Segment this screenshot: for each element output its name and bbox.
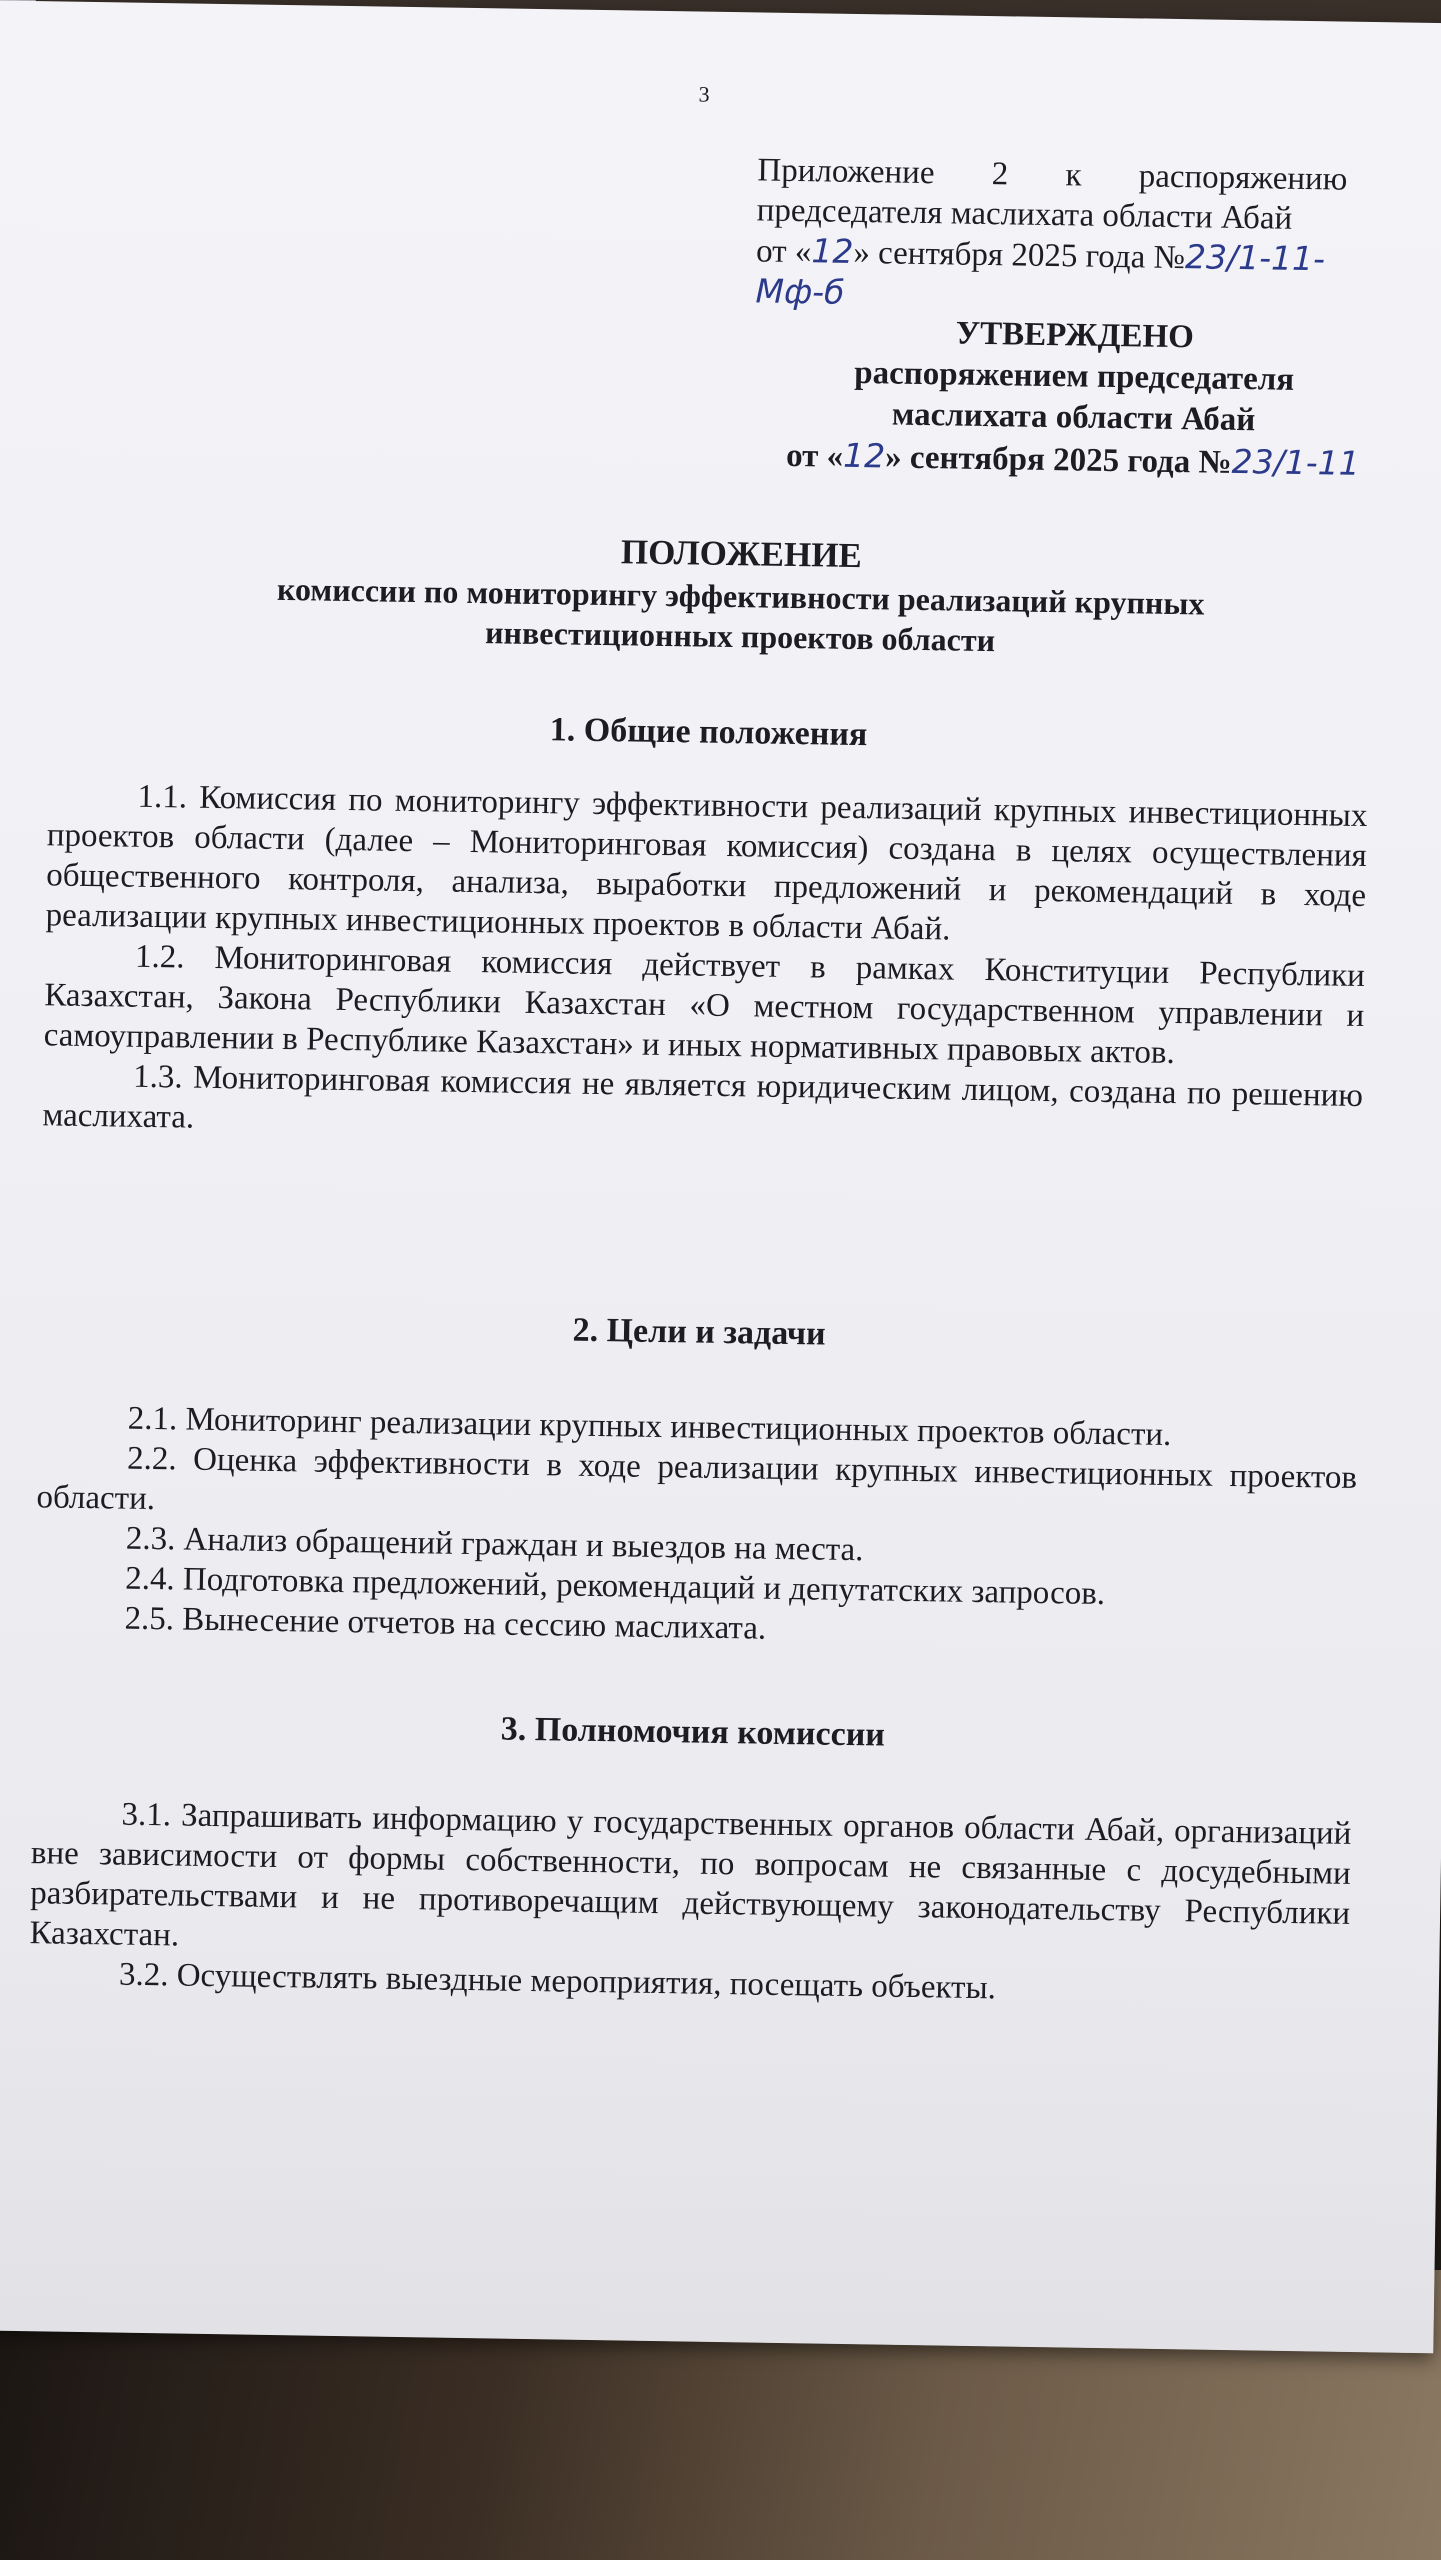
paragraph-1-1: 1.1. Комиссия по мониторингу эффективности реализаций крупных инвестиционных проектов области (далее – Мониторинговая комиссия) создана в целях осуществления общественного контроля, анализа, выработки предложений и рекомендаций в ходе реализации крупных инвестиционных проектов в области Абай. <box>45 778 1368 948</box>
approved-line-2: распоряжением председателя <box>854 354 1295 398</box>
paragraph-1-2: 1.2. Мониторинговая комиссия действует в рамках Конституции Республики Казахстан, Закона Республики Казахстан «О местном государственном управлении и самоуправлении в Республике Казахстан» и иных нормативных правовых актов. <box>43 938 1366 1072</box>
goal-item: 2.1. Мониторинг реализации крупных инвестиционных проектов области. <box>127 1400 1172 1454</box>
goal-item: 2.2. Оценка эффективности в ходе реализации крупных инвестиционных проектов области. <box>36 1440 1358 1518</box>
appendix-line-1: Приложение 2 к распоряжению <box>757 152 1348 198</box>
handwritten-day: 12 <box>842 435 886 476</box>
section-general <box>42 701 1369 1156</box>
goal-item: 2.4. Подготовка предложений, рекомендаций и депутатских запросов. <box>124 1560 1106 1613</box>
section-2-heading: 2. Цели и задачи <box>572 1311 826 1353</box>
handwritten-day: 12 <box>811 231 854 271</box>
title-main: ПОЛОЖЕНИЕ <box>620 532 863 576</box>
approved-line-4: от «12» сентября 2025 года №23/1-11 <box>785 435 1361 483</box>
handwritten-number: 23/1-11 <box>1231 441 1361 483</box>
paragraph-3-2: 3.2. Осуществлять выездные мероприятия, посещать объекты. <box>118 1956 997 2007</box>
paragraph-3-1: 3.1. Запрашивать информацию у государственных органов области Абай, организаций вне зависимости от формы собственности, по вопросам не связанные с досудебными разбирательствами и не противоречащим действующему законодательству Республики Казахстан. <box>29 1796 1352 1954</box>
approval-stamp-block <box>783 311 1366 486</box>
page-number: 3 <box>698 81 710 107</box>
appendix-line-2: председателя маслихата области Абай <box>756 192 1293 237</box>
approved-line-3: маслихата области Абай <box>891 396 1256 439</box>
title-sub-2: инвестиционных проектов области <box>484 614 996 659</box>
section-powers <box>29 1701 1353 2014</box>
section-3-heading: 3. Полномочия комиссии <box>500 1710 886 1754</box>
document-title <box>100 522 1382 666</box>
handwritten-number: 23/1-11-Мф-б <box>755 237 1326 312</box>
goal-item: 2.3. Анализ обращений граждан и выездов на места. <box>125 1520 864 1569</box>
appendix-line-3: от «12» сентября 2025 года №23/1-11-Мф-б <box>755 231 1326 312</box>
title-sub-1: комиссии по мониторингу эффективности реализаций крупных <box>276 570 1205 622</box>
approved-heading: УТВЕРЖДЕНО <box>955 315 1195 356</box>
appendix-reference <box>755 150 1347 321</box>
goal-item: 2.5. Вынесение отчетов на сессию маслихата. <box>124 1600 767 1647</box>
section-1-heading: 1. Общие положения <box>549 711 868 754</box>
paragraph-1-3: 1.3. Мониторинговая комиссия не является юридическим лицом, создана по решению маслихата. <box>42 1058 1364 1136</box>
section-goals <box>34 1301 1359 1658</box>
